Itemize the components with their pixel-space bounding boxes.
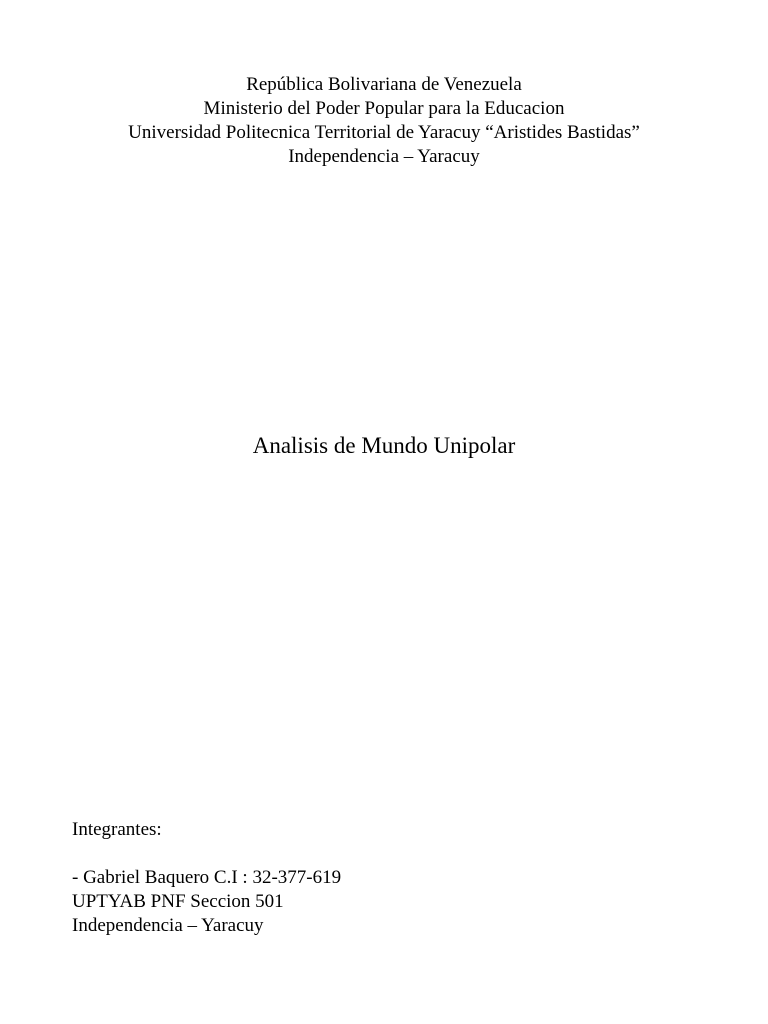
member-section: UPTYAB PNF Seccion 501 xyxy=(72,891,284,912)
members-spacer xyxy=(72,842,712,866)
header-line-location: Independencia – Yaracuy xyxy=(288,146,480,167)
member-name-id: - Gabriel Baquero C.I : 32-377-619 xyxy=(72,867,342,888)
header-line-university: Universidad Politecnica Territorial de Yaracuy “Aristides Bastidas” xyxy=(128,122,640,143)
header-line-country: República Bolivariana de Venezuela xyxy=(246,74,522,95)
document-title: Analisis de Mundo Unipolar xyxy=(252,433,516,458)
institution-header xyxy=(0,73,768,169)
members-block xyxy=(72,818,712,938)
member-location: Independencia – Yaracuy xyxy=(72,915,264,936)
header-line-ministry: Ministerio del Poder Popular para la Educacion xyxy=(203,98,565,119)
members-heading: Integrantes: xyxy=(72,819,162,840)
